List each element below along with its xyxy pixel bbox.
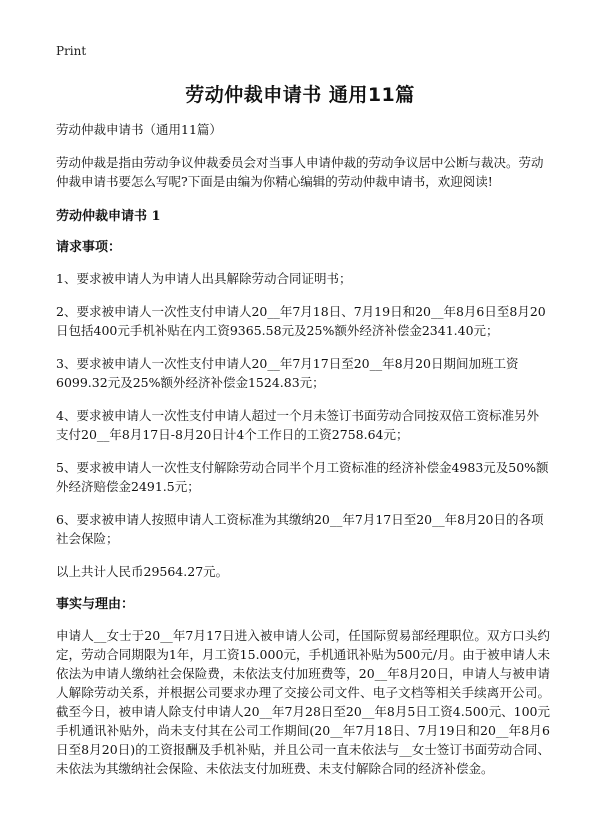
intro-paragraph: 劳动仲裁是指由劳动争议仲裁委员会对当事人申请仲裁的劳动争议居中公断与裁决。劳动仲裁申请书要怎么写呢?下面是由编为你精心编辑的劳动仲裁申请书，欢迎阅读! [56,155,544,189]
request-item-3: 3、要求被申请人一次性支付申请人20__年7月17日至20__年8月20日期间加班工资6099.32元及25%额外经济补偿金1524.83元； [56,356,519,390]
request-item-2: 2、要求被申请人一次性支付申请人20__年7月18日、7月19日和20__年8月6日至8月20日包括400元手机补贴在内工资9365.58元及25%额外经济补偿金2341.40元； [56,304,546,338]
request-item-6: 6、要求被申请人按照申请人工资标准为其缴纳20__年7月17日至20__年8月20日的各项社会保险； [56,512,544,546]
total-amount: 以上共计人民币29564.27元。 [56,564,229,579]
document-body [56,120,550,778]
document-title: 劳动仲裁申请书 通用11篇 [185,84,415,106]
facts-paragraph: 申请人__女士于20__年7月17日进入被申请人公司，任国际贸易部经理职位。双方口头约定，劳动合同期限为1年，月工资15.000元，手机通讯补贴为500元/月。由于被申请人未依法为申请人缴纳社会保险费，未依法支付加班费等，20__年8月20日，申请人与被申请人解除劳动关系，并根据公司要求办理了交接公司文件、电子文档等相关手续离开公司。截至今日，被申请人除支付申请人20__年7月28日至20__年8月5日工资4.500元、100元手机通讯补贴外，尚未支付其在公司工作期间(20__年7月18日、7月19日和20__年8月6日至8月20日)的工资报酬及手机补贴，并且公司一直未依法与__女士签订书面劳动合同、未依法为其缴纳社会保险、未依法支付加班费、未支付解除合同的经济补偿金。 [56,628,550,776]
request-item-1: 1、要求被申请人为申请人出具解除劳动合同证明书； [56,271,352,286]
request-item-5: 5、要求被申请人一次性支付解除劳动合同半个月工资标准的经济补偿金4983元及50%额外经济赔偿金2491.5元； [56,460,549,494]
facts-heading: 事实与理由： [56,597,135,612]
section-title: 劳动仲裁申请书 1 [56,209,161,224]
document-subtitle: 劳动仲裁申请书（通用11篇） [56,122,222,137]
request-item-4: 4、要求被申请人一次性支付申请人超过一个月未签订书面劳动合同按双倍工资标准另外支付20__年8月17日-8月20日计4个工作日的工资2758.64元； [56,408,539,442]
requests-heading: 请求事项： [56,240,122,255]
print-label: Print [56,44,87,58]
